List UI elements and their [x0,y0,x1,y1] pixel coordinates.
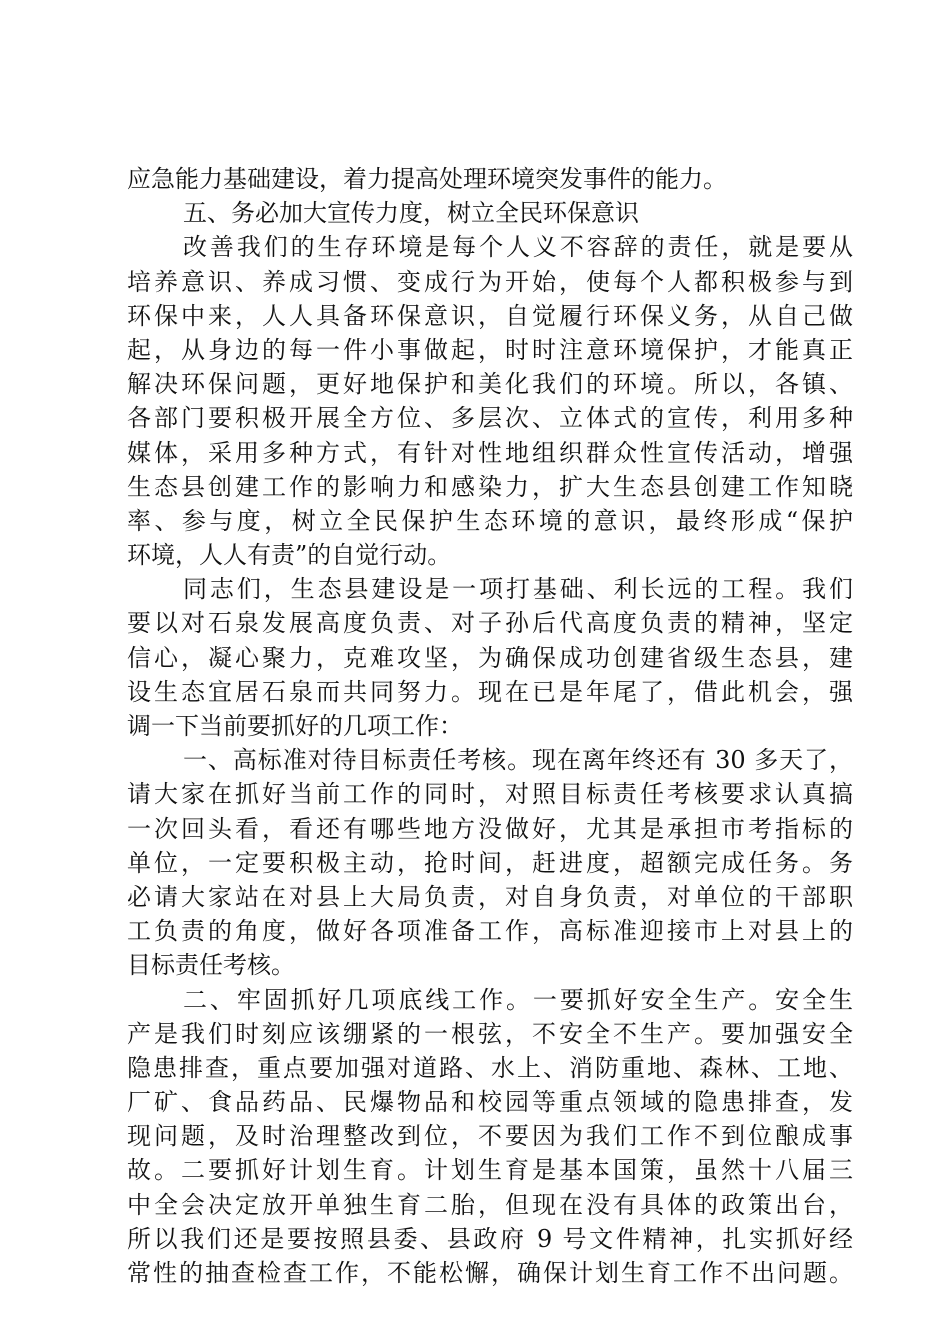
text-line: 环保中来，人人具备环保意识，自觉履行环保义务，从自己做 [127,301,853,330]
text-line: 要以对石泉发展高度负责、对子孙后代高度负责的精神，坚定 [127,609,853,638]
text-line: 故。二要抓好计划生育。计划生育是基本国策，虽然十八届三 [127,1156,853,1185]
text-line: 常性的抽查检查工作，不能松懈，确保计划生育工作不出问题。 [127,1259,853,1287]
document-page [127,162,853,1290]
text-line: 一、高标准对待目标责任考核。现在离年终还有 30 多天了， [183,746,853,775]
text-line: 改善我们的生存环境是每个人义不容辞的责任，就是要从 [183,233,853,262]
text-line: 隐患排查，重点要加强对道路、水上、消防重地、森林、工地、 [127,1053,853,1082]
text-line: 一次回头看，看还有哪些地方没做好，尤其是承担市考指标的 [127,814,853,843]
text-line: 必请大家站在对县上大局负责，对自身负责，对单位的干部职 [127,882,853,911]
text-line: 解决环保问题，更好地保护和美化我们的环境。所以，各镇、 [127,370,853,399]
text-line: 工负责的角度，做好各项准备工作，高标准迎接市上对县上的 [127,917,853,946]
text-line: 请大家在抓好当前工作的同时，对照目标责任考核要求认真搞 [127,780,853,809]
text-line: 所以我们还是要按照县委、县政府 9 号文件精神，扎实抓好经 [127,1224,853,1253]
text-line: 目标责任考核。 [127,951,295,980]
text-line: 中全会决定放开单独生育二胎，但现在没有具体的政策出台， [127,1190,853,1219]
text-line: 环境，人人有责”的自觉行动。 [127,541,452,570]
text-line: 率、参与度，树立全民保护生态环境的意识，最终形成“保护 [127,506,853,535]
text-line: 各部门要积极开展全方位、多层次、立体式的宣传，利用多种 [127,404,853,433]
text-line: 同志们，生态县建设是一项打基础、利长远的工程。我们 [183,575,853,604]
text-line: 生态县创建工作的影响力和感染力，扩大生态县创建工作知晓 [127,472,853,501]
text-line: 厂矿、食品药品、民爆物品和校园等重点领域的隐患排查，发 [127,1088,853,1117]
text-line: 产是我们时刻应该绷紧的一根弦，不安全不生产。要加强安全 [127,1019,853,1048]
text-line: 媒体，采用多种方式，有针对性地组织群众性宣传活动，增强 [127,438,853,467]
text-line: 培养意识、养成习惯、变成行为开始，使每个人都积极参与到 [127,267,853,296]
text-line: 五、务必加大宣传力度，树立全民环保意识 [183,199,639,228]
text-line: 单位，一定要积极主动，抢时间，赶进度，超额完成任务。务 [127,848,853,877]
text-line: 起，从身边的每一件小事做起，时时注意环境保护，才能真正 [127,335,853,364]
text-line: 二、牢固抓好几项底线工作。一要抓好安全生产。安全生 [183,985,853,1014]
text-line: 调一下当前要抓好的几项工作： [127,712,463,740]
text-line: 现问题，及时治理整改到位，不要因为我们工作不到位酿成事 [127,1122,853,1151]
text-line: 应急能力基础建设，着力提高处理环境突发事件的能力。 [127,165,727,193]
text-line: 信心，凝心聚力，克难攻坚，为确保成功创建省级生态县，建 [127,643,853,672]
text-line: 设生态宜居石泉而共同努力。现在已是年尾了，借此机会，强 [127,677,853,706]
